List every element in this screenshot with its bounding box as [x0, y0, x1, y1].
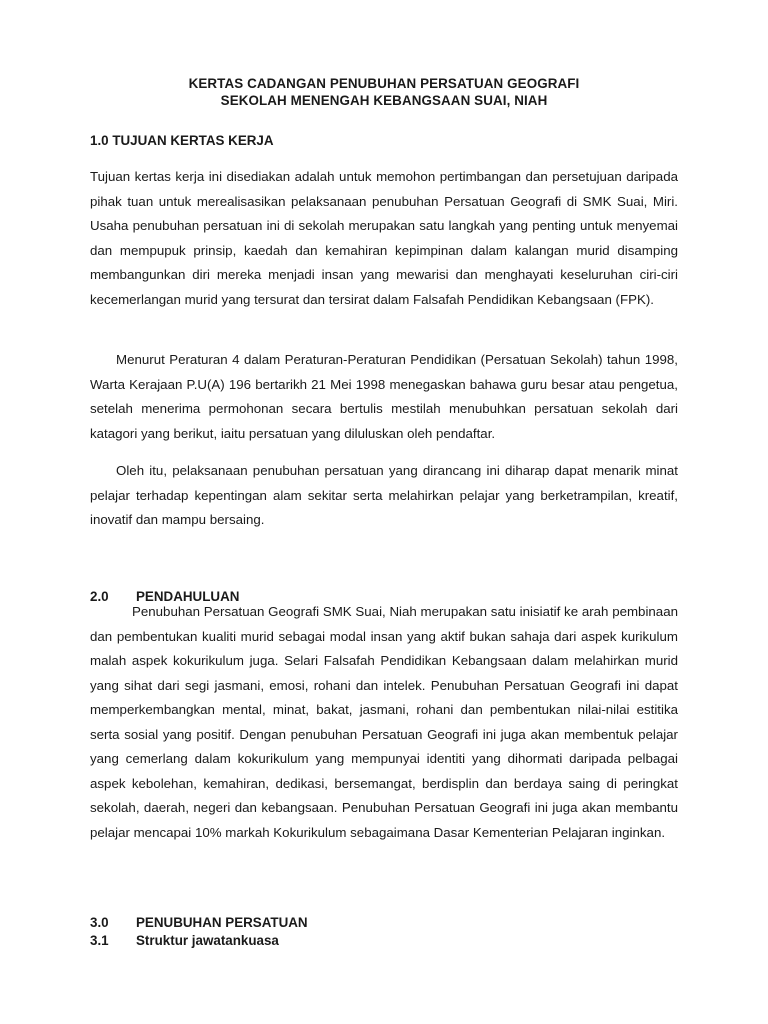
section3-heading — [90, 915, 308, 931]
section3-title: PENUBUHAN PERSATUAN — [136, 915, 308, 930]
section3-number: 3.0 — [90, 915, 109, 930]
section3-1-heading — [90, 933, 279, 949]
section1-paragraph-1: Tujuan kertas kerja ini disediakan adalah untuk memohon pertimbangan dan persetujuan daripada pihak tuan untuk merealisasikan pelaksanaan penubuhan Persatuan Geografi di SMK Suai, Miri. Usaha penubuhan persatuan ini di sekolah merupakan satu langkah yang penting untuk menyemai dan mempupuk prinsip, kaedah dan kemahiran kepimpinan dalam kalangan murid disamping membangunkan diri mereka menjadi insan yang mewarisi dan menghayati keseluruhan ciri-ciri kecemerlangan murid yang tersurat dan tersirat dalam Falsafah Pendidikan Kebangsaan (FPK). — [90, 169, 678, 307]
section2-number: 2.0 — [90, 589, 109, 604]
section1-paragraph-2: Menurut Peraturan 4 dalam Peraturan-Peraturan Pendidikan (Persatuan Sekolah) tahun 1998, Warta Kerajaan P.U(A) 196 bertarikh 21 Mei 1998 menegaskan bahawa guru besar atau pengetua, setelah menerima permohonan secara bertulis mestilah menubuhkan persatuan sekolah dari katagori yang berikut, iaitu persatuan yang diluluskan oleh pendaftar. — [90, 352, 678, 441]
section2-paragraph: Penubuhan Persatuan Geografi SMK Suai, Niah merupakan satu inisiatif ke arah pembinaan dan pembentukan kualiti murid sebagai modal insan yang aktif bukan sahaja dari aspek kurikulum malah aspek kokurikulum juga. Selari Falsafah Pendidikan Kebangsaan dalam melahirkan murid yang sihat dari segi jasmani, emosi, rohani dan intelek. Penubuhan Persatuan Geografi ini dapat memperkembangkan mental, minat, bakat, jasmani, rohani dan pembentukan nilai-nilai estitika serta sosial yang positif. Dengan penubuhan Persatuan Geografi ini juga akan membentuk pelajar yang cemerlang dalam kokurikulum yang mempunyai identiti yang dihormati daripada pelbagai aspek kebolehan, kemahiran, dedikasi, bersemangat, berdisplin dan berdaya saing di peringkat sekolah, daerah, negeri dan kebangsaan. Penubuhan Persatuan Geografi ini juga akan membantu pelajar mencapai 10% markah Kokurikulum sebagaimana Dasar Kementerian Pelajaran inginkan. — [90, 604, 678, 840]
section1-heading: 1.0 TUJUAN KERTAS KERJA — [90, 133, 274, 148]
section3-1-number: 3.1 — [90, 933, 109, 948]
document-title-line2: SEKOLAH MENENGAH KEBANGSAAN SUAI, NIAH — [220, 93, 548, 108]
section3-1-title: Struktur jawatankuasa — [136, 933, 279, 948]
section1-paragraph-3: Oleh itu, pelaksanaan penubuhan persatuan yang dirancang ini diharap dapat menarik minat pelajar terhadap kepentingan alam sekitar serta melahirkan pelajar yang berketrampilan, kreatif, inovatif dan mampu bersaing. — [90, 463, 678, 527]
document-title-line1: KERTAS CADANGAN PENUBUHAN PERSATUAN GEOGRAFI — [188, 76, 580, 91]
section2-title: PENDAHULUAN — [136, 589, 240, 604]
